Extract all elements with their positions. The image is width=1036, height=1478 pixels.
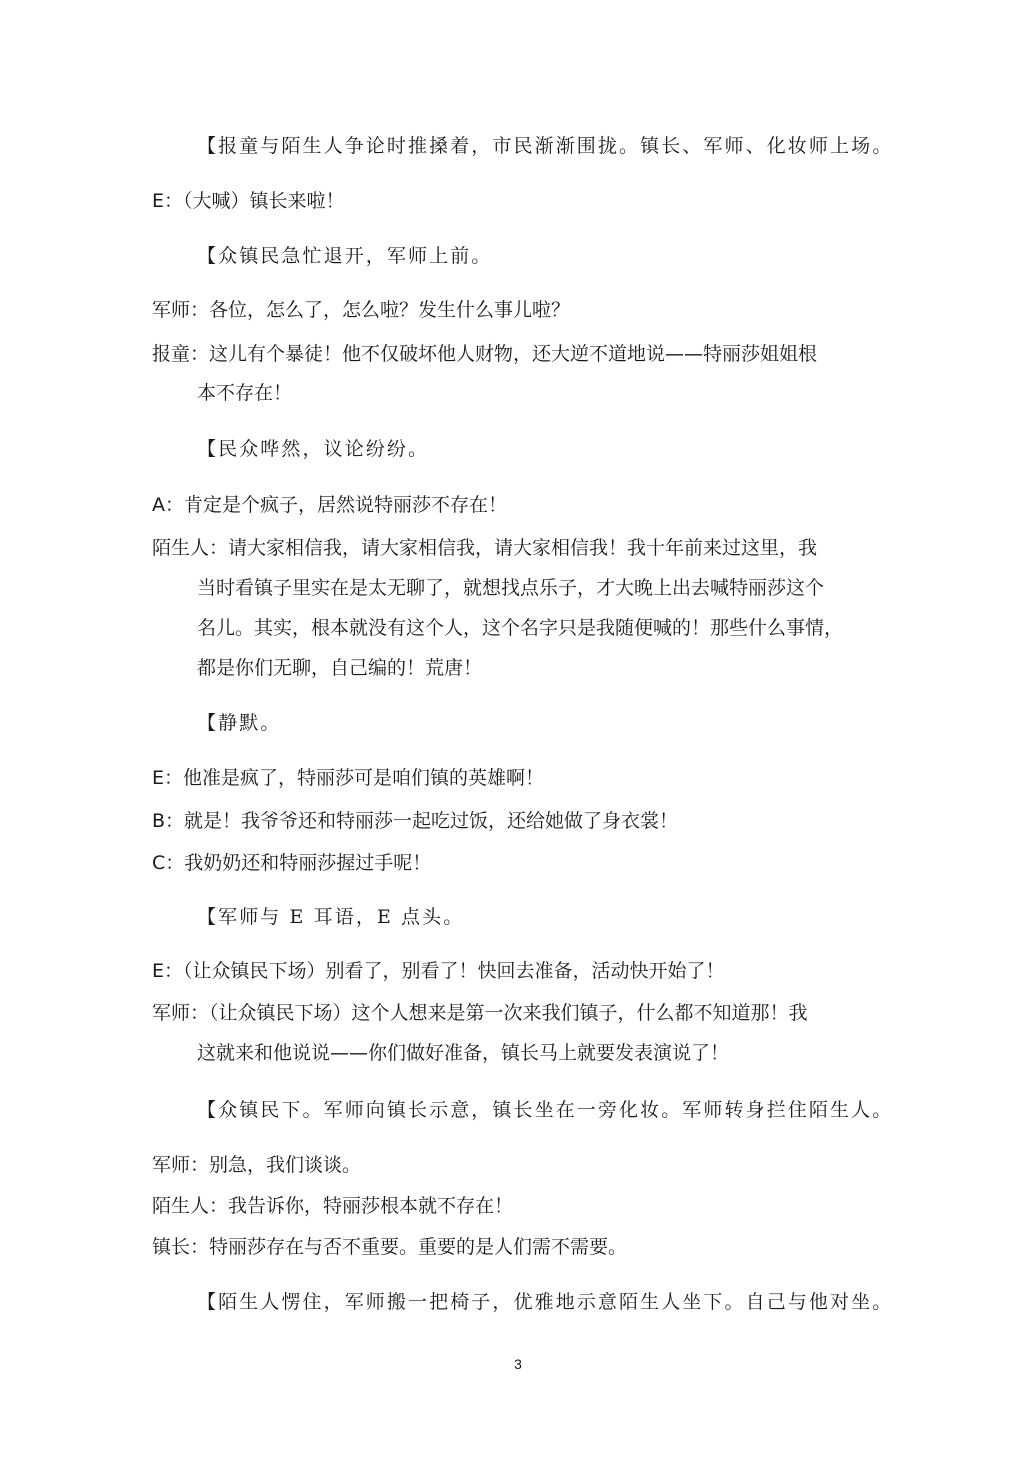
dialogue-continuation: 都是你们无聊，自己编的！荒唐！ (197, 657, 483, 679)
dialogue-line: E：（让众镇民下场）别看了，别看了！快回去准备，活动快开始了！ (152, 960, 725, 982)
stage-direction: 【静默。 (197, 712, 282, 734)
dialogue-line: A：肯定是个疯子，居然说特丽莎不存在！ (152, 494, 507, 516)
page-number: 3 (514, 1356, 522, 1372)
stage-direction: 【军师与 E 耳语，E 点头。 (197, 906, 465, 928)
dialogue-line: 陌生人：我告诉你，特丽莎根本就不存在！ (152, 1195, 514, 1217)
dialogue-line: 陌生人：请大家相信我，请大家相信我，请大家相信我！我十年前来过这里，我 (152, 537, 818, 559)
dialogue-continuation: 名儿。其实，根本就没有这个人，这个名字只是我随便喊的！那些什么事情， (197, 617, 844, 639)
dialogue-line: 报童：这儿有个暴徒！他不仅破坏他人财物，还大逆不道地说——特丽莎姐姐根 (152, 343, 818, 365)
dialogue-continuation: 本不存在！ (197, 382, 293, 404)
dialogue-line: E：他准是疯了，特丽莎可是咱们镇的英雄啊！ (152, 767, 545, 789)
stage-direction: 【陌生人愣住，军师搬一把椅子，优雅地示意陌生人坐下。自己与他对坐。 (197, 1291, 894, 1313)
dialogue-continuation: 这就来和他说说——你们做好准备，镇长马上就要发表演说了！ (197, 1042, 730, 1064)
dialogue-line: B：就是！我爷爷还和特丽莎一起吃过饭，还给她做了身衣裳！ (152, 810, 679, 832)
dialogue-line: 镇长：特丽莎存在与否不重要。重要的是人们需不需要。 (152, 1236, 628, 1258)
dialogue-line: 军师：别急，我们谈谈。 (152, 1154, 362, 1176)
dialogue-line: E：（大喊）镇长来啦！ (152, 190, 345, 212)
stage-direction: 【众镇民下。军师向镇长示意，镇长坐在一旁化妆。军师转身拦住陌生人。 (197, 1099, 894, 1121)
dialogue-line: 军师：各位，怎么了，怎么啦？发生什么事儿啦？ (152, 299, 571, 321)
dialogue-line: 军师：（让众镇民下场）这个人想来是第一次来我们镇子，什么都不知道那！我 (152, 1002, 808, 1024)
stage-direction: 【报童与陌生人争论时推搡着，市民渐渐围拢。镇长、军师、化妆师上场。 (197, 135, 894, 157)
stage-direction: 【众镇民急忙退开，军师上前。 (197, 245, 493, 267)
stage-direction: 【民众哗然，议论纷纷。 (197, 438, 430, 460)
dialogue-line: C：我奶奶还和特丽莎握过手呢！ (152, 852, 432, 874)
dialogue-continuation: 当时看镇子里实在是太无聊了，就想找点乐子，才大晚上出去喊特丽莎这个 (197, 577, 825, 599)
